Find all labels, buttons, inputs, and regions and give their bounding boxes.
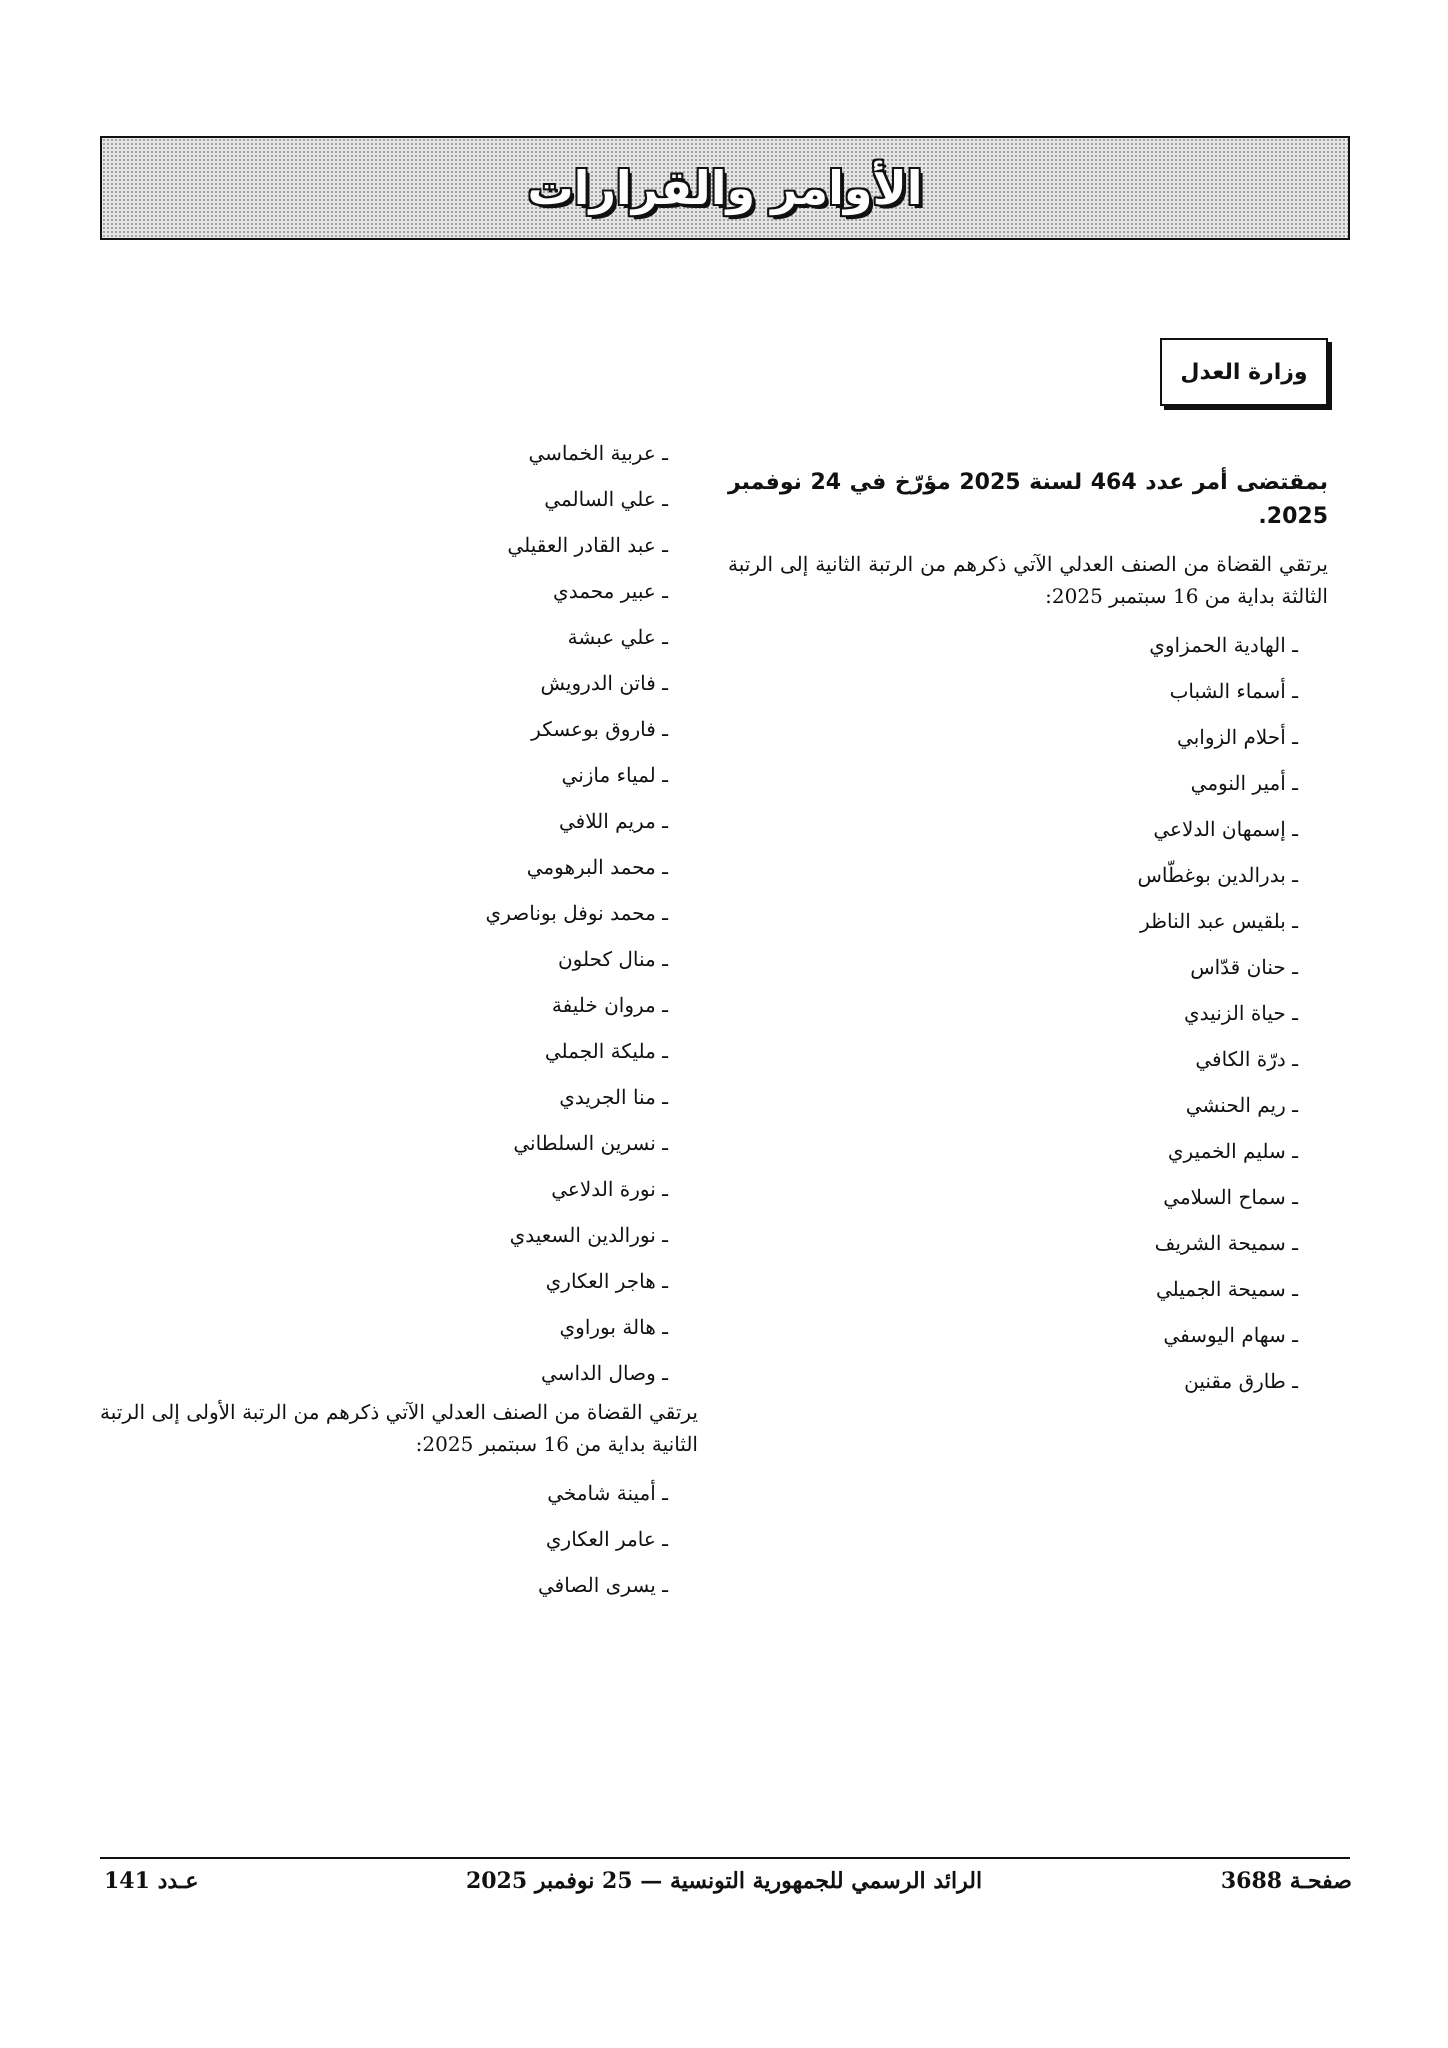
list-item: ـ مريم اللافي: [558, 809, 668, 833]
ministry-label: وزارة العدل: [1180, 359, 1308, 385]
list-item: ـ سليم الخميري: [1167, 1139, 1298, 1163]
list-item: ـ سهام اليوسفي: [1163, 1323, 1298, 1347]
list-item: ـ ريم الحنشي: [1185, 1093, 1298, 1117]
list-item: ـ فاتن الدرويش: [540, 671, 668, 695]
decree-heading: بمقتضى أمر عدد 464 لسنة 2025 مؤرّخ في 24 نوفمبر 2025.: [728, 470, 1328, 529]
list-item: ـ مليكة الجملي: [544, 1039, 668, 1063]
list-item: ـ وصال الداسي: [541, 1361, 668, 1385]
footer-publication-title: الرائد الرسمي للجمهورية التونسية — 25 نوفمبر 2025: [465, 1868, 983, 1894]
ministry-box: [1160, 338, 1328, 406]
list-item: ـ عبد القادر العقيلي: [507, 533, 668, 557]
list-item: ـ الهادية الحمزاوي: [1149, 633, 1298, 657]
list-item: ـ محمد نوفل بوناصري: [485, 901, 668, 925]
list-item: ـ إسمهان الدلاعي: [1153, 817, 1298, 841]
list-item: ـ بلقيس عبد الناظر: [1140, 909, 1298, 933]
list-item: ـ عربية الخماسي: [528, 441, 668, 465]
list-item: ـ أحلام الزوابي: [1177, 725, 1298, 749]
list-item: ـ فاروق بوعسكر: [531, 717, 668, 741]
footer-issue-number: عـدد 141: [104, 1868, 199, 1894]
list-item: ـ لمياء مازني: [561, 763, 668, 787]
list-item: ـ أسماء الشباب: [1169, 679, 1298, 703]
list-item: ـ يسرى الصافي: [538, 1573, 668, 1597]
promotion-paragraph-2: يرتقي القضاة من الصنف العدلي الآتي ذكرهم من الرتبة الأولى إلى الرتبة الثانية بداية من 16 سبتمبر 2025:: [100, 1400, 698, 1456]
list-item: ـ حنان قدّاس: [1190, 955, 1298, 979]
list-item: ـ نسرين السلطاني: [513, 1131, 668, 1155]
list-item: ـ سماح السلامي: [1163, 1185, 1298, 1209]
list-item: ـ منا الجريدي: [559, 1085, 668, 1109]
names-list-1-right: [728, 622, 1328, 1404]
list-item: ـ محمد البرهومي: [526, 855, 668, 879]
list-item: ـ أمينة شامخي: [547, 1481, 668, 1505]
section-banner: [100, 136, 1350, 240]
footer-divider: [100, 1857, 1350, 1859]
list-item: ـ نورة الدلاعي: [551, 1177, 668, 1201]
list-item: ـ منال كحلون: [557, 947, 668, 971]
list-item: ـ هالة بوراوي: [559, 1315, 668, 1339]
list-item: ـ طارق مقنين: [1184, 1369, 1298, 1393]
list-item: ـ عبير محمدي: [553, 579, 668, 603]
list-item: ـ مروان خليفة: [551, 993, 668, 1017]
promotion-paragraph-1: يرتقي القضاة من الصنف العدلي الآتي ذكرهم من الرتبة الثانية إلى الرتبة الثالثة بداية من 16 سبتمبر 2025:: [728, 552, 1328, 608]
left-column: [100, 430, 698, 1608]
list-item: ـ درّة الكافي: [1195, 1047, 1298, 1071]
list-item: ـ سميحة الجميلي: [1155, 1277, 1298, 1301]
list-item: ـ علي عبشة: [567, 625, 668, 649]
list-item: ـ أمير النومي: [1190, 771, 1298, 795]
list-item: ـ سميحة الشريف: [1154, 1231, 1298, 1255]
banner-title: الأوامر والقرارات: [527, 161, 923, 215]
footer-page-number: صفحـة 3688: [1220, 1868, 1352, 1894]
list-item: ـ علي السالمي: [544, 487, 668, 511]
list-item: ـ حياة الزنيدي: [1184, 1001, 1298, 1025]
list-item: ـ هاجر العكاري: [545, 1269, 668, 1293]
list-item: ـ نورالدين السعيدي: [509, 1223, 668, 1247]
names-list-1-left: [100, 430, 698, 1396]
list-item: ـ عامر العكاري: [545, 1527, 668, 1551]
right-column: [728, 466, 1328, 1404]
names-list-2: [100, 1470, 698, 1608]
list-item: ـ بدرالدين بوغطّاس: [1137, 863, 1298, 887]
